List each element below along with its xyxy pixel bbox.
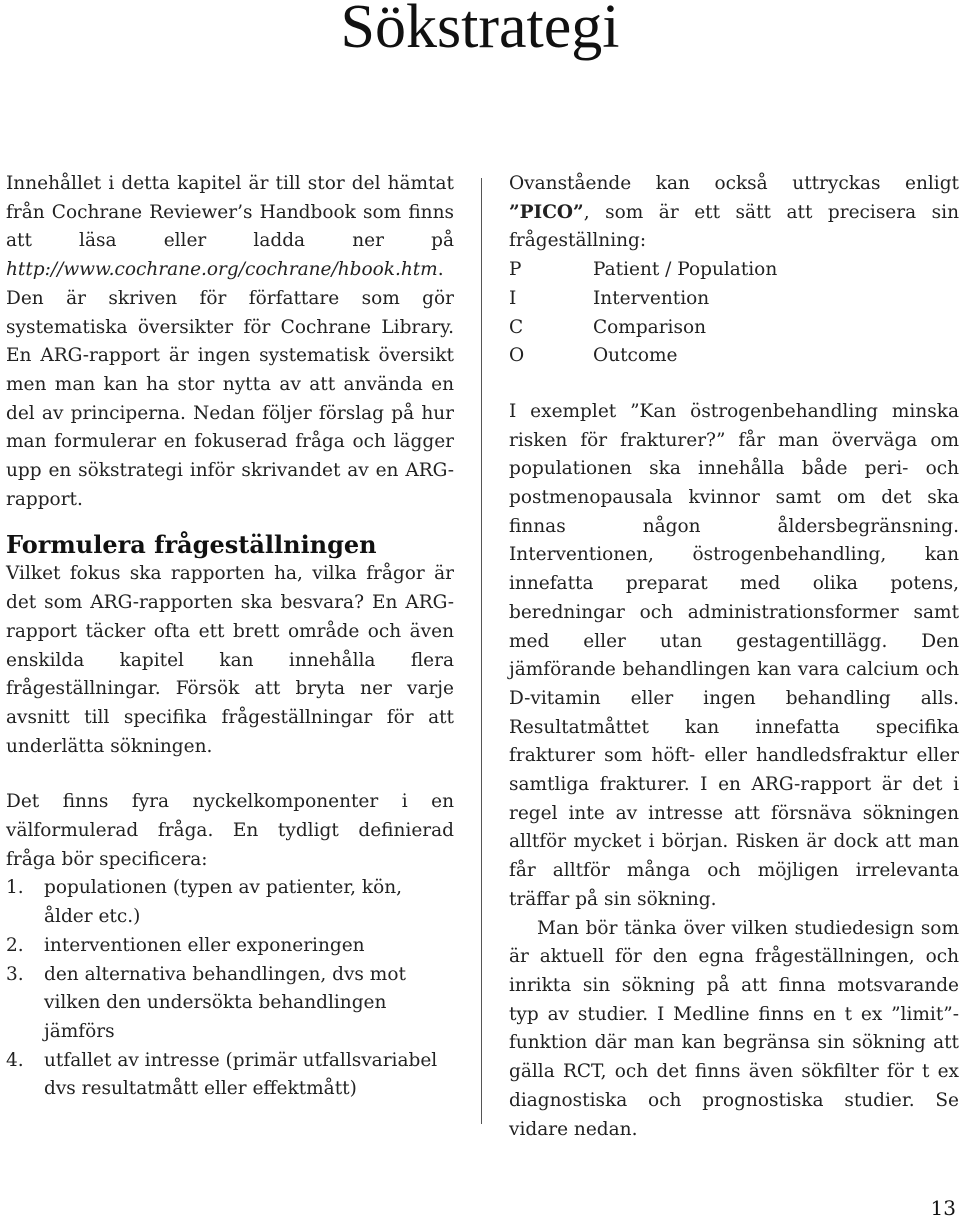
page-number: 13: [930, 1196, 956, 1220]
key-components-paragraph: Det finns fyra nyckelkomponenter i en välformulerad fråga. En tydligt definierad fråga bör specificera:: [6, 791, 454, 870]
cochrane-url: http://www.cochrane.org/cochrane/hbook.htm: [6, 259, 438, 281]
pico-item: [509, 256, 959, 285]
list-number: 2.: [6, 934, 24, 956]
pico-value: Outcome: [593, 345, 678, 367]
list-number: 4.: [6, 1049, 24, 1071]
column-divider: [481, 178, 482, 1124]
list-item: [6, 1047, 454, 1104]
intro-text: Innehållet i detta kapitel är till stor del hämtat från Cochrane Reviewer’s Handbook som finns att läsa eller ladda ner på: [6, 173, 454, 252]
pico-term: ”PICO”: [509, 201, 584, 223]
pico-item: [509, 342, 959, 371]
list-text: utfallet av intresse (primär utfallsvariabel dvs resultatmått eller effektmått): [44, 1049, 438, 1100]
list-number: 1.: [6, 877, 24, 899]
list-text: den alternativa behandlingen, dvs mot vilken den undersökta behandlingen jämförs: [44, 963, 406, 1042]
page-title: Sökstrategi: [340, 0, 620, 61]
pico-value: Patient / Population: [593, 259, 778, 281]
list-item: [6, 932, 454, 961]
pico-intro: [509, 170, 959, 256]
pico-key: I: [509, 287, 517, 309]
intro-paragraph: [6, 170, 454, 514]
pico-intro-text-continued: , som är ett sätt att precisera sin frågeställning:: [509, 201, 959, 252]
pico-list: [509, 256, 959, 371]
pico-key: O: [509, 345, 525, 367]
list-text: interventionen eller exponeringen: [44, 934, 365, 956]
example-paragraph: I exemplet ”Kan östrogenbehandling minska risken för frakturer?” får man överväga om populationen ska innehålla både peri- och postmenopausala kvinnor samt om det ska finnas någon åldersbegränsning. Interventionen, östrogenbehandling, kan innefatta preparat med olika potens, beredningar och administrationsformer samt med eller utan gestagentillägg. Den jämförande behandlingen kan vara calcium och D-vitamin eller ingen behandling alls. Resultatmåttet kan innefatta specifika frakturer som höft- eller handledsfraktur eller samtliga frakturer. I en ARG-rapport är det i regel inte av intresse att försnäva sökningen alltför mycket i början. Risken är dock att man får alltför många och möjligen irrelevanta träffar på sin sökning.: [509, 400, 959, 910]
components-list: [6, 874, 454, 1104]
pico-item: [509, 285, 959, 314]
pico-value: Comparison: [593, 316, 707, 338]
focus-paragraph: Vilket fokus ska rapporten ha, vilka frågor är det som ARG-rapporten ska besvara? En ARG-rapport täcker ofta ett brett område och även enskilda kapitel kan innehålla flera frågeställningar. Försök att bryta ner varje avsnitt till specifika frågeställningar för att underlätta sökningen.: [6, 563, 454, 757]
left-column: [6, 170, 454, 1104]
pico-intro-text: Ovanstående kan också uttryckas enligt: [509, 173, 959, 194]
list-text: populationen (typen av patienter, kön, ålder etc.): [44, 877, 403, 928]
pico-value: Intervention: [593, 287, 710, 309]
pico-key: C: [509, 316, 524, 338]
pico-item: [509, 314, 959, 343]
study-design-paragraph: Man bör tänka över vilken studiedesign som är aktuell för den egna frågeställningen, och inrikta sin sökning på att finna motsvarande typ av studier. I Medline finns en t ex ”limit”-funktion där man kan begränsa sin sökning att gälla RCT, och det finns även sökfilter för t ex diagnostiska och prognostiska studier. Se vidare nedan.: [509, 917, 959, 1140]
list-number: 3.: [6, 963, 24, 985]
pico-key: P: [509, 259, 522, 281]
section-heading: Formulera frågeställningen: [6, 530, 377, 560]
list-item: [6, 874, 454, 931]
intro-text-continued: . Den är skriven för författare som gör systematiska översikter för Cochrane Library. En ARG-rapport är ingen systematisk översikt men man kan ha stor nytta av att använda en del av principerna. Nedan följer förslag på hur man formulerar en fokuserad fråga och lägger upp en sökstrategi inför skrivandet av en ARG-rapport.: [6, 259, 454, 510]
list-item: [6, 961, 454, 1047]
right-column: [509, 170, 959, 1144]
